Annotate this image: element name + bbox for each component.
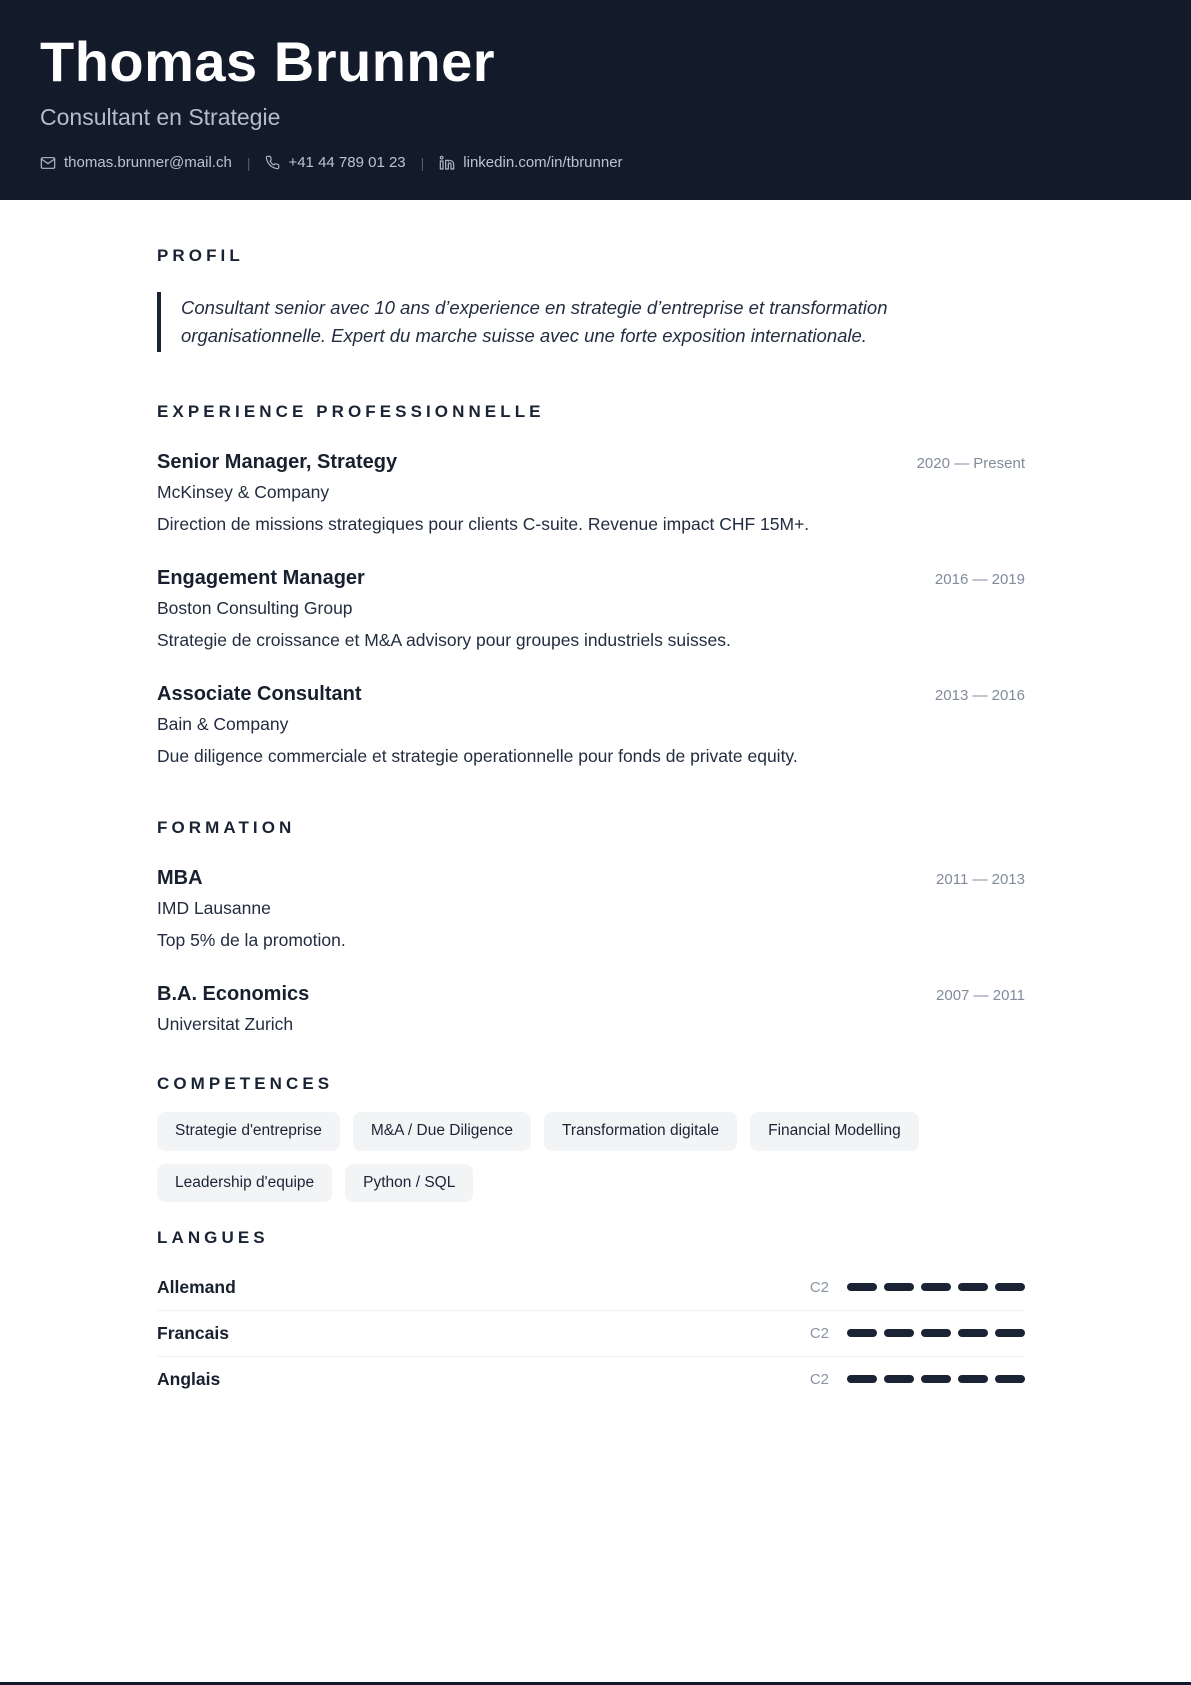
resume-body [0,200,1191,1402]
language-grade: C2 [809,1278,829,1296]
level-dash [921,1283,951,1291]
language-level [810,1325,1025,1342]
entry-title: MBA [157,866,203,889]
language-level-bar [847,1329,1025,1337]
level-dash [995,1283,1025,1291]
section-competences [157,1074,1025,1203]
level-dash [884,1375,914,1383]
entry-header [157,682,1025,706]
language-grade: C2 [809,1324,829,1342]
language-level [810,1371,1025,1388]
skill-pill: Transformation digitale [544,1112,737,1151]
section-profil [157,246,1025,352]
entry-school: Universitat Zurich [157,1013,294,1034]
entry-title: Associate Consultant [157,682,362,705]
experience-entry [157,682,1025,768]
language-row [157,1311,1025,1357]
level-dash [958,1329,988,1337]
language-level [810,1279,1025,1296]
language-level-bar [847,1375,1025,1383]
level-dash [847,1329,877,1337]
person-name: Thomas Brunner [40,30,496,93]
level-dash [847,1375,877,1383]
contact-phone-text: +41 44 789 01 23 [288,154,406,172]
contact-linkedin[interactable] [439,154,622,171]
entry-company: McKinsey & Company [157,482,330,503]
entry-dates: 2007 — 2011 [936,986,1025,1004]
entry-dates: 2016 — 2019 [934,571,1025,589]
entry-company: Bain & Company [157,713,289,734]
entry-description: Strategie de croissance et M&A advisory pour groupes industriels suisses. [157,629,731,650]
language-rows [157,1265,1025,1402]
entry-dates: 2013 — 2016 [934,686,1025,704]
level-dash [884,1329,914,1337]
langues-heading: LANGUES [157,1228,269,1248]
entry-header [157,450,1025,474]
formation-entry [157,866,1025,952]
entry-title: B.A. Economics [157,982,310,1005]
phone-icon [265,155,280,170]
skill-pill: M&A / Due Diligence [353,1112,531,1151]
entry-description: Direction de missions strategiques pour clients C-suite. Revenue impact CHF 15M+. [157,514,810,535]
level-dash [847,1283,877,1291]
entry-header [157,866,1025,890]
skill-pill: Financial Modelling [750,1112,919,1151]
contact-email-text: thomas.brunner@mail.ch [64,154,232,172]
language-row [157,1265,1025,1311]
level-dash [921,1375,951,1383]
contact-row [40,154,1151,171]
experience-heading: EXPERIENCE PROFESSIONNELLE [157,401,545,421]
entry-dates: 2020 — Present [916,455,1025,473]
level-dash [921,1329,951,1337]
language-grade: C2 [809,1370,829,1388]
level-dash [995,1375,1025,1383]
experience-entry [157,450,1025,536]
skill-pill: Strategie d'entreprise [157,1112,340,1151]
language-level-bar [847,1283,1025,1291]
mail-icon [40,155,56,171]
level-dash [884,1283,914,1291]
language-label: Allemand [157,1276,236,1297]
section-experience [157,402,1025,768]
resume-header [0,0,1191,200]
contact-linkedin-text: linkedin.com/in/tbrunner [463,154,623,172]
formation-entry [157,982,1025,1036]
experience-entry [157,566,1025,652]
level-dash [995,1329,1025,1337]
entry-dates: 2011 — 2013 [936,870,1025,888]
entry-title: Senior Manager, Strategy [157,451,398,474]
contact-separator: | [420,154,425,171]
contact-phone[interactable] [265,154,405,171]
profil-summary: Consultant senior avec 10 ans d’experience en strategie d’entreprise et transformation organisationnelle. Expert du marche suisse avec une forte exposition internationale. [157,292,977,352]
profil-heading: PROFIL [157,246,244,265]
entry-description: Top 5% de la promotion. [157,929,346,950]
section-formation [157,818,1025,1036]
competences-heading: COMPETENCES [157,1073,334,1093]
skill-pill: Leadership d'equipe [157,1164,332,1203]
skill-pills [157,1112,1025,1202]
entry-title: Engagement Manager [157,567,365,590]
language-row [157,1357,1025,1402]
entry-description: Due diligence commerciale et strategie operationnelle pour fonds de private equity. [157,745,798,766]
entry-company: Boston Consulting Group [157,598,353,619]
level-dash [958,1283,988,1291]
section-langues [157,1228,1025,1401]
contact-separator: | [246,154,251,171]
linkedin-icon [439,155,455,171]
experience-entries [157,450,1025,767]
entry-header [157,982,1025,1006]
language-label: Francais [157,1322,229,1343]
entry-header [157,566,1025,590]
language-label: Anglais [157,1368,221,1389]
entry-school: IMD Lausanne [157,897,271,918]
contact-email[interactable] [40,154,232,171]
person-job-title: Consultant en Strategie [40,104,281,131]
formation-heading: FORMATION [157,817,296,837]
formation-entries [157,866,1025,1036]
skill-pill: Python / SQL [345,1164,473,1203]
level-dash [958,1375,988,1383]
